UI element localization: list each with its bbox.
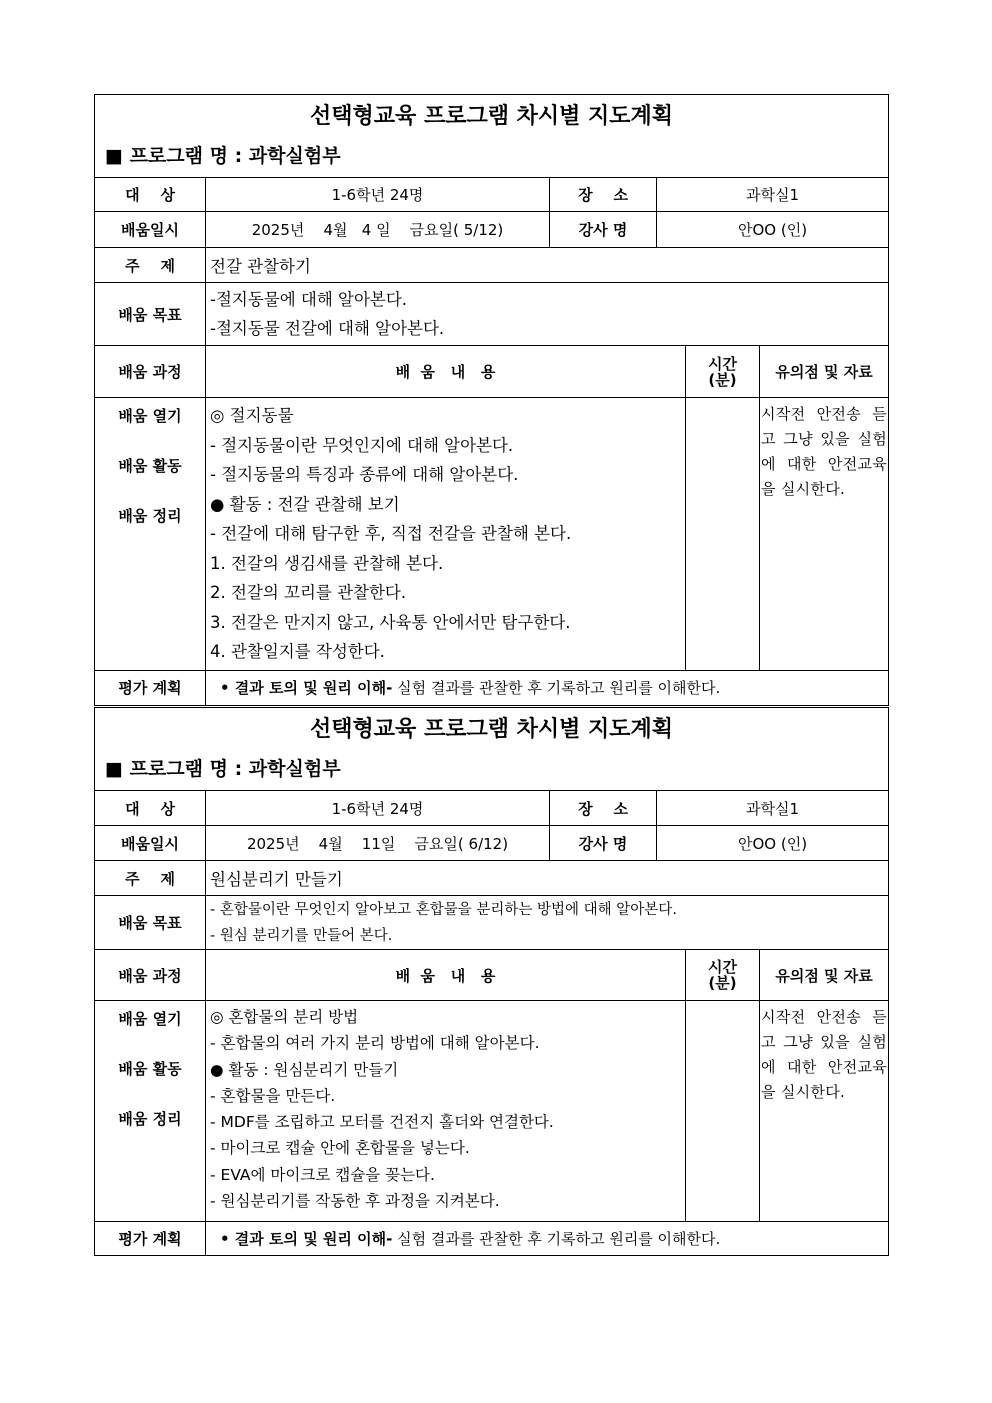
time-value (686, 398, 760, 671)
content-line: 4. 관찰일지를 작성한다. (210, 642, 385, 661)
time-label: 시간 (분) (686, 950, 760, 1001)
goal-label: 배움 목표 (95, 283, 206, 346)
target-label: 대 상 (95, 178, 206, 212)
goal-item: - 원심 분리기를 만들어 본다. (210, 927, 393, 944)
stage-list (95, 398, 206, 671)
evaluation-value (206, 1222, 889, 1256)
teacher-value: 안OO (인) (657, 826, 889, 861)
stage-item: 배움 정리 (118, 1110, 182, 1128)
lesson-plan-2 (94, 707, 889, 1256)
content-line: - 원심분리기를 작동한 후 과정을 지켜본다. (210, 1192, 500, 1211)
place-value: 과학실1 (657, 791, 889, 826)
evaluation-label: 평가 계획 (95, 1222, 206, 1256)
process-label: 배움 과정 (95, 346, 206, 398)
content-line: ◎ 혼합물의 분리 방법 (210, 1008, 359, 1026)
evaluation-label: 평가 계획 (95, 670, 206, 705)
evaluation-value (206, 670, 889, 705)
subject-value: 원심분리기 만들기 (206, 861, 889, 896)
subject-value: 전갈 관찰하기 (206, 248, 889, 283)
place-value: 과학실1 (657, 178, 889, 212)
date-value: 2025년 4월 4 일 금요일( 5/12) (206, 212, 550, 248)
program-name: ■ 프로그램 명 : 과학실험부 (105, 145, 341, 167)
content-line: ● 활동 : 원심분리기 만들기 (210, 1060, 399, 1079)
evaluation-heading: • 결과 토의 및 원리 이해- (220, 1230, 393, 1248)
goal-item: - 혼합물이란 무엇인지 알아보고 혼합물을 분리하는 방법에 대해 알아본다. (210, 901, 677, 918)
time-value (686, 1001, 760, 1222)
content-line: - 혼합물을 만든다. (210, 1086, 336, 1105)
teacher-label: 강사 명 (550, 826, 657, 861)
evaluation-text: 실험 결과를 관찰한 후 기록하고 원리를 이해한다. (392, 1230, 721, 1248)
goal-list (206, 283, 889, 346)
notes-label: 유의점 및 자료 (760, 950, 889, 1001)
process-label: 배움 과정 (95, 950, 206, 1001)
plan-title: 선택형교육 프로그램 차시별 지도계획 (310, 717, 674, 742)
content-line: 2. 전갈의 꼬리를 관찰한다. (210, 583, 407, 602)
date-label: 배움일시 (95, 212, 206, 248)
date-value: 2025년 4월 11일 금요일( 6/12) (206, 826, 550, 861)
content-line: - 절지동물의 특징과 종류에 대해 알아본다. (210, 465, 519, 484)
content-line: ◎ 절지동물 (210, 406, 294, 425)
goal-item: -절지동물에 대해 알아본다. (210, 290, 408, 309)
place-label: 장 소 (550, 791, 657, 826)
time-label: 시간 (분) (686, 346, 760, 398)
teacher-value: 안OO (인) (657, 212, 889, 248)
content-line: 3. 전갈은 만지지 않고, 사육통 안에서만 탐구한다. (210, 612, 571, 632)
evaluation-text: 실험 결과를 관찰한 후 기록하고 원리를 이해한다. (392, 679, 721, 697)
goal-label: 배움 목표 (95, 896, 206, 950)
place-label: 장 소 (550, 178, 657, 212)
subject-label: 주 제 (95, 861, 206, 896)
stage-list (95, 1001, 206, 1222)
content-label: 배 움 내 용 (206, 346, 686, 398)
program-name: ■ 프로그램 명 : 과학실험부 (105, 758, 341, 780)
date-label: 배움일시 (95, 826, 206, 861)
target-value: 1-6학년 24명 (206, 178, 550, 212)
target-label: 대 상 (95, 791, 206, 826)
notes-value: 시작전 안전송 듣고 그냥 있을 실험에 대한 안전교육을 실시한다. (760, 398, 889, 671)
goal-list (206, 896, 889, 950)
content-list (206, 1001, 686, 1222)
subject-label: 주 제 (95, 248, 206, 283)
content-list (206, 398, 686, 671)
teacher-label: 강사 명 (550, 212, 657, 248)
content-line: - 전갈에 대해 탐구한 후, 직접 전갈을 관찰해 본다. (210, 524, 572, 543)
content-line: ● 활동 : 전갈 관찰해 보기 (210, 494, 400, 514)
content-line: - 마이크로 캡슐 안에 혼합물을 넣는다. (210, 1139, 470, 1158)
stage-item: 배움 열기 (118, 407, 182, 425)
target-value: 1-6학년 24명 (206, 791, 550, 826)
notes-label: 유의점 및 자료 (760, 346, 889, 398)
content-line: 1. 전갈의 생김새를 관찰해 본다. (210, 553, 444, 573)
content-label: 배 움 내 용 (206, 950, 686, 1001)
plan-title: 선택형교육 프로그램 차시별 지도계획 (310, 104, 674, 129)
lesson-plan-1 (94, 94, 889, 706)
stage-item: 배움 열기 (118, 1010, 182, 1028)
goal-item: -절지동물 전갈에 대해 알아본다. (210, 319, 445, 338)
stage-item: 배움 정리 (118, 507, 182, 525)
content-line: - 혼합물의 여러 가지 분리 방법에 대해 알아본다. (210, 1034, 540, 1053)
content-line: - 절지동물이란 무엇인지에 대해 알아본다. (210, 435, 514, 455)
content-line: - MDF를 조립하고 모터를 건전지 홀더와 연결한다. (210, 1113, 554, 1132)
evaluation-heading: • 결과 토의 및 원리 이해- (220, 679, 393, 697)
notes-value: 시작전 안전송 듣고 그냥 있을 실험에 대한 안전교육을 실시한다. (760, 1001, 889, 1222)
stage-item: 배움 활동 (118, 1060, 182, 1078)
stage-item: 배움 활동 (118, 457, 182, 475)
content-line: - EVA에 마이크로 캡슐을 꽂는다. (210, 1165, 435, 1184)
